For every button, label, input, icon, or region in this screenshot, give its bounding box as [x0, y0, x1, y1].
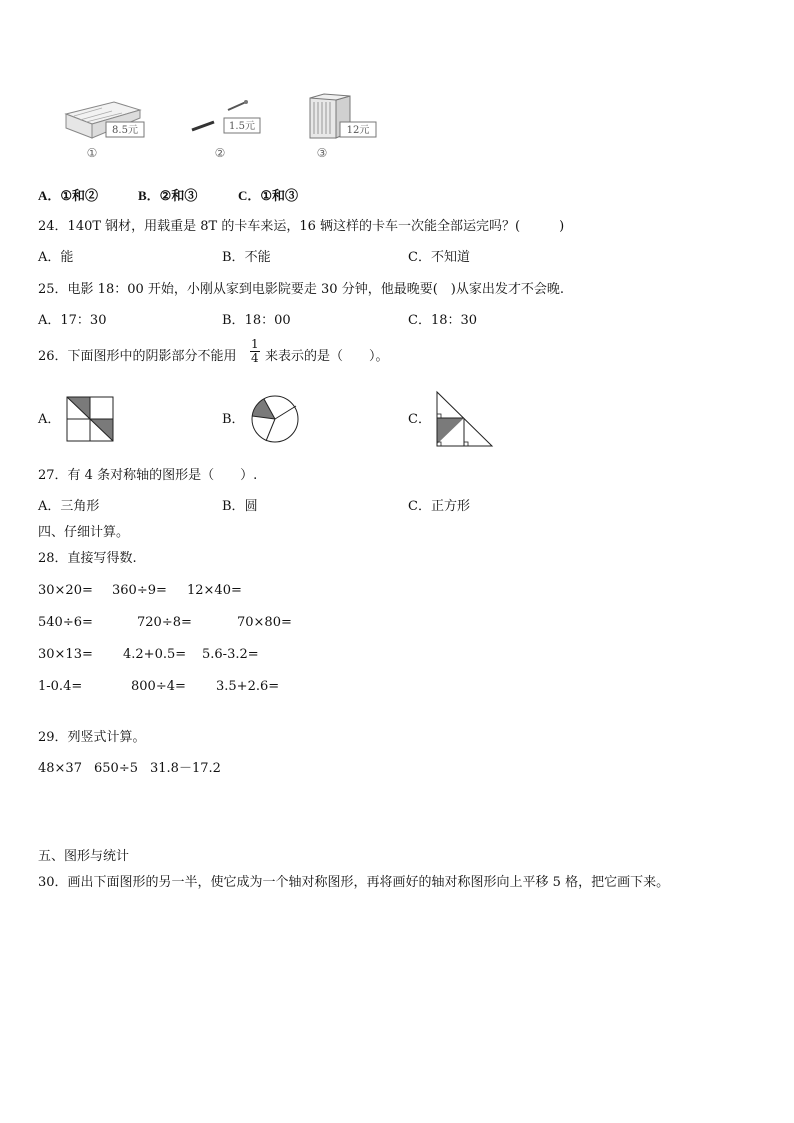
q25-option-b: B．18：00 [222, 313, 291, 328]
pencil-box-picture [62, 96, 152, 146]
svg-text:①: ① [86, 146, 98, 160]
price-tag-2: 1.5元 [229, 121, 255, 132]
pen-picture [188, 98, 268, 138]
q24-option-a: A．能 [38, 250, 74, 265]
circled-number-2 [210, 144, 230, 162]
q28-r4-c2: 800÷4= [131, 679, 186, 694]
q26-option-b-label: B． [222, 412, 245, 427]
q28-r3-c2: 4.2+0.5= [123, 647, 187, 662]
fraction-numerator: 1 [251, 337, 259, 351]
q25-option-a: A．17：30 [38, 313, 107, 328]
q28-r1-c1: 30×20= [38, 583, 93, 598]
q29-item-1: 48×37 [38, 761, 82, 776]
q26-option-c-label: C． [408, 412, 431, 427]
circled-number-1 [82, 144, 102, 162]
q26-question-end: 来表示的是（ ）。 [265, 349, 389, 364]
q28-r2-c1: 540÷6= [38, 615, 93, 630]
q23-option-a: A．①和② [38, 188, 99, 204]
q28-r3-c3: 5.6-3.2= [202, 647, 259, 662]
q28-r1-c2: 360÷9= [112, 583, 167, 598]
q27-option-c: C．正方形 [408, 499, 470, 514]
svg-text:②: ② [214, 146, 226, 160]
q26-fraction [250, 338, 260, 365]
fraction-denominator: 4 [251, 351, 259, 365]
q26-option-a-label: A． [38, 412, 61, 427]
book-stack-picture [306, 92, 386, 144]
q29-item-3: 31.8－17.2 [150, 761, 221, 776]
q28-r4-c3: 3.5+2.6= [216, 679, 280, 694]
q23-option-b: B．②和③ [138, 188, 198, 204]
q27-option-b: B．圆 [222, 499, 258, 514]
q28-r4-c1: 1-0.4= [38, 679, 83, 694]
section-5-title: 五、图形与统计 [38, 849, 130, 864]
price-tag-3: 12元 [346, 125, 370, 136]
q26-figure-a [66, 396, 114, 442]
q24-question: 24．140T 钢材，用载重是 8T 的卡车来运，16 辆这样的卡车一次能全部运完吗？( ) [38, 219, 565, 234]
q25-question: 25．电影 18：00 开始，小刚从家到电影院要走 30 分钟，他最晚要( )从家出发才不会晚. [38, 282, 564, 297]
q28-title: 28．直接写得数. [38, 551, 137, 566]
q27-option-a: A．三角形 [38, 499, 100, 514]
q25-option-c: C．18：30 [408, 313, 478, 328]
q27-question: 27．有 4 条对称轴的图形是（ ）. [38, 468, 258, 483]
q24-option-b: B．不能 [222, 250, 271, 265]
q26-figure-b [250, 394, 300, 444]
q23-option-c: C．①和③ [238, 188, 299, 204]
q28-r3-c1: 30×13= [38, 647, 93, 662]
q29-title: 29．列竖式计算。 [38, 730, 146, 745]
q26-question-start: 26．下面图形中的阴影部分不能用 [38, 349, 237, 364]
q28-r1-c3: 12×40= [187, 583, 242, 598]
section-4-title: 四、仔细计算。 [38, 525, 130, 540]
q30-question: 30．画出下面图形的另一半，使它成为一个轴对称图形，再将画好的轴对称图形向上平移 5 格，把它画下来。 [38, 875, 670, 890]
q24-option-c: C．不知道 [408, 250, 470, 265]
svg-text:③: ③ [316, 146, 328, 160]
q29-item-2: 650÷5 [94, 761, 138, 776]
circled-number-3 [312, 144, 332, 162]
price-tag-1: 8.5元 [112, 125, 138, 136]
q28-r2-c2: 720÷8= [137, 615, 192, 630]
q28-r2-c3: 70×80= [237, 615, 292, 630]
q26-figure-c [434, 390, 494, 448]
